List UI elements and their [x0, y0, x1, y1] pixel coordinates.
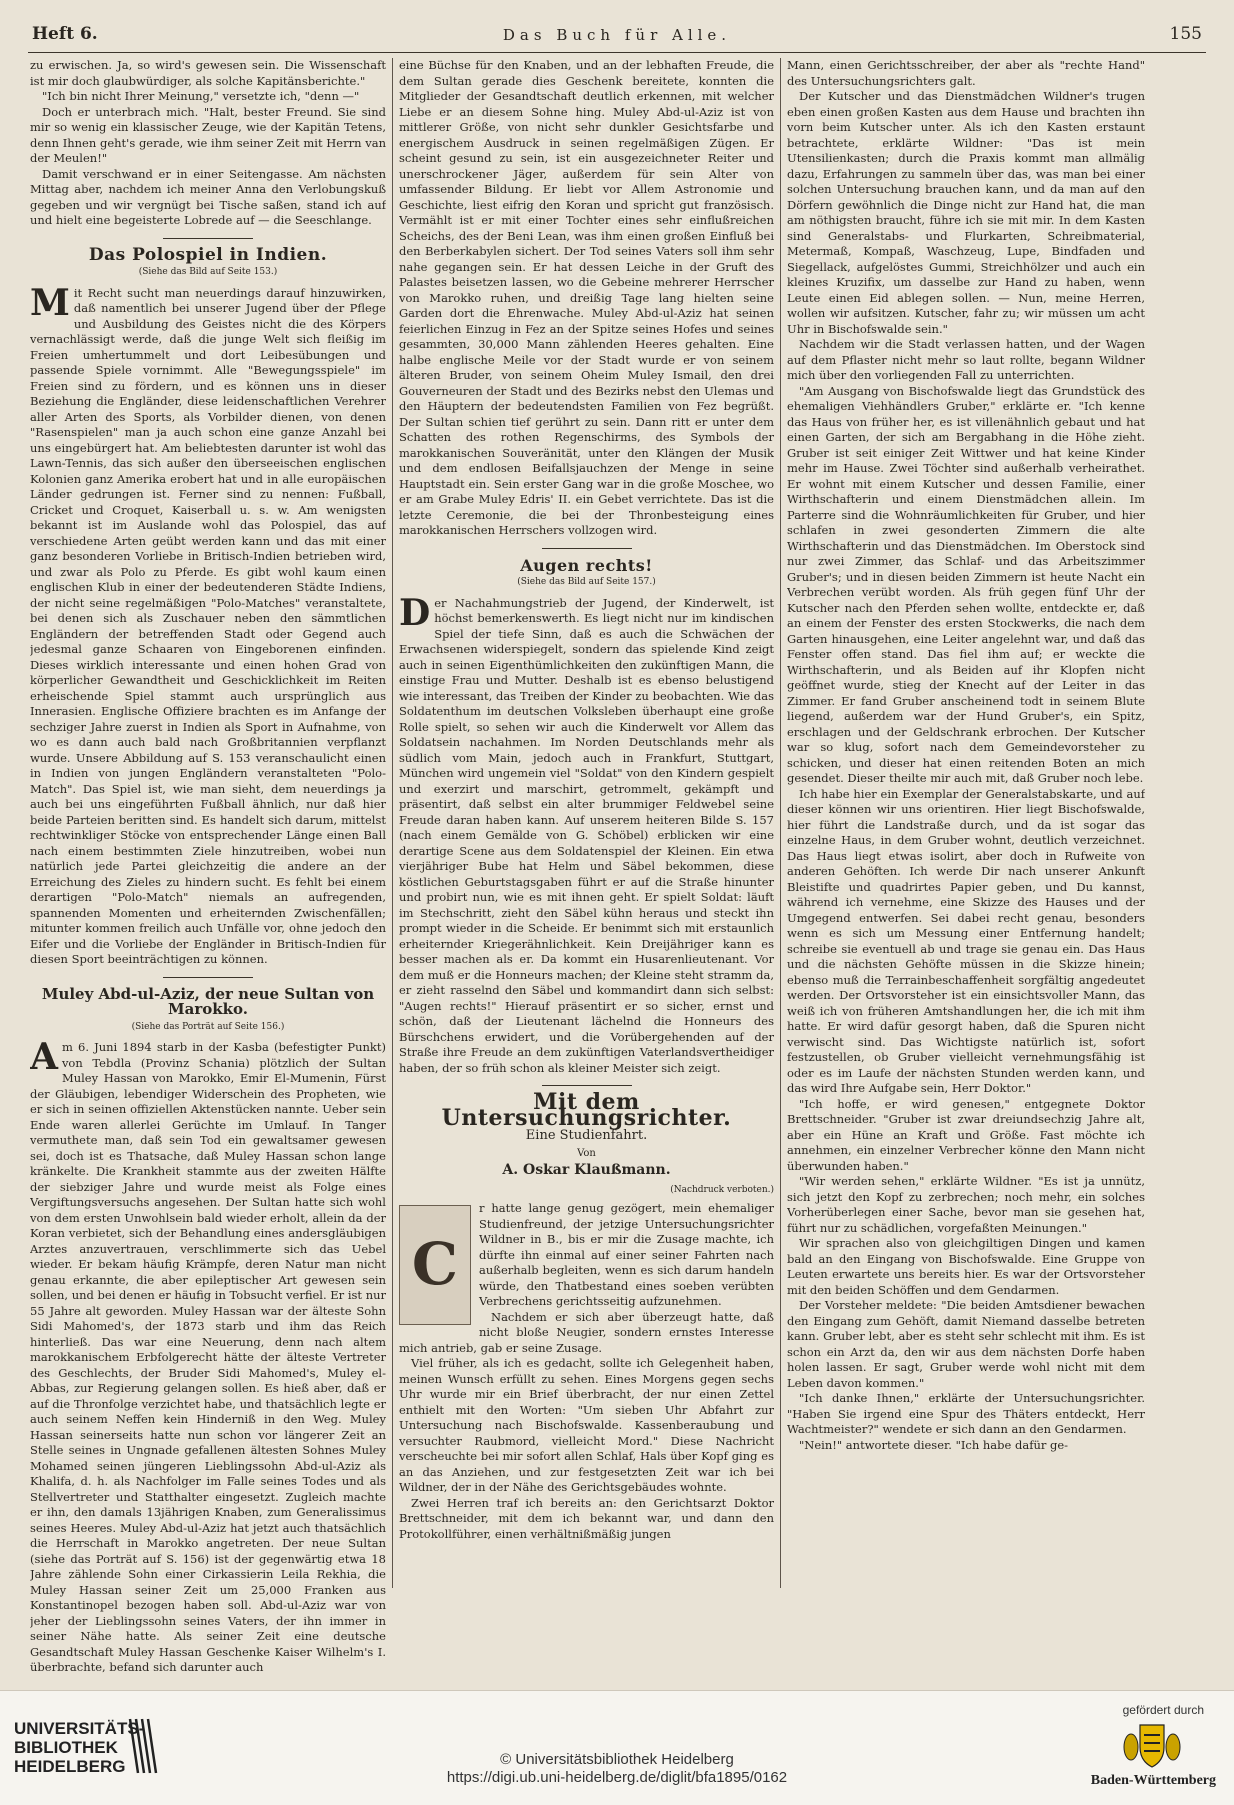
story-author: A. Oskar Klaußmann. — [502, 1162, 671, 1178]
paragraph: "Ich hoffe, er wird genesen," entgegnete Doktor Brettschneider. "Gruber ist zwar dreiundsechzig Jahre alt, aber ein Hüne an Kraft und Größe. Fast möchte ich annehmen, ein einzelner Verbrecher könne den Mann nicht überwunden haben." — [787, 1096, 1145, 1173]
drop-cap: M — [30, 281, 70, 324]
paragraph: Der Nachahmungstrieb der Jugend, der Kinderwelt, ist höchst bemerkenswerth. Es liegt nicht nur im kindischen Spiel der tiefe Sinn, daß es auch die Schwächen der Erwachsenen widerspiegelt, sondern das spielende Kind zeigt auch in seinen Eigenthümlichkeiten den zukünftigen Mann, die einstige Frau und Mutter. Deshalb ist es ebenso belustigend wie interessant, das Treiben der Kinder zu beobachten. Wie das Soldatenthum im deutschen Volksleben überhaupt eine große Rolle spielt, so sehen wir auch die Kinderwelt vor Allem das Soldatsein nachahmen. Im Norden Deutschlands mehr als südlich vom Main, jedoch auch in Frankfurt, Stuttgart, München wird ungemein viel "Soldat" von den Kindern gespielt und exerzirt und marschirt, getrommelt, gekämpft und präsentirt, daß selbst ein alter brummiger Feldwebel seine Freude daran haben kann. Auf unserem heiteren Bilde S. 157 (nach einem Gemälde von G. Schöbel) erblicken wir eine derartige Scene aus dem Soldatenspiel der Kleinen. Ein etwa vierjähriger Bube hat Helm und Säbel bekommen, diese köstlichen Geburtstagsgaben führt er auf die Straße hinunter und probirt nun, wie es mit ihnen geht. Er spielt Soldat: läuft im Stechschritt, zieht den Säbel kühn heraus und steckt ihn prompt wieder in die Scheide. Er benimmt sich mit erstaunlich erheiternder Kriegerähnlichkeit. Kein Dreijähriger kann es besser machen als er. Da kommt ein Husarenlieutenant. Vor dem muß er die Honneurs machen; der Kleine steht stramm da, er zieht rasselnd den Säbel und kommandirt dann sich selbst: "Augen rechts!" Hierauf präsentirt er so sicher, ernst und schön, daß der Lieutenant lächelnd die Honneurs des Bürschchens erwidert, und die Vorübergehenden auf der Straße ihre Freude an dem zukünftigen Vaterlandsvertheidiger haben, der so früh schon als kleiner Meister sich zeigt. — [399, 591, 774, 1075]
paragraph: Ich habe hier ein Exemplar der Generalstabskarte, und auf dieser können wir uns orientiren. Hier liegt Bischofswalde, hier führt die Landstraße durch, und da ist sogar das einzelne Haus, in dem Gruber wohnt, deutlich verzeichnet. Das Haus liegt etwas isolirt, aber doch in Rufweite von anderen Gehöften. Ich werde Dir nach unserer Ankunft Bleistifte und quadrirtes Papier geben, und Du kannst, während ich vernehme, eine Skizze des Hauses und der Umgegend entwerfen. Sei dabei recht genau, besonders wenn es sich um Messung einer Entfernung handelt; schreibe sie eventuell ab und trage sie genau ein. Das Haus und die nächsten Gehöfte müssen in die Skizze hinein; ebenso muß die Terrainbeschaffenheit sorgfältig angedeutet werden. Der Ortsvorsteher ist ein einsichtsvoller Mann, das weiß ich von früheren Amtshandlungen her, die ich mit ihm hatte. Er wird dafür gesorgt haben, daß die Spuren nicht verwischt sind. Das Wichtigste natürlich ist, sofort festzustellen, ob Gruber vielleicht vernehmungsfähig ist oder es im Laufe der nächsten Stunden werden kann, und das wird Ihre Aufgabe sein, Herr Doktor." — [787, 786, 1145, 1095]
paragraph: "Wir werden sehen," erklärte Wildner. "Es ist ja unnütz, sich jetzt den Kopf zu zerbrechen; noch mehr, ein solches Vorherüberlegen einer Sache, bevor man sie gesehen hat, führt nur zu schädlichen, vorgefaßten Meinungen." — [787, 1174, 1145, 1235]
library-logo[interactable]: UNIVERSITÄTS- BIBLIOTHEK HEIDELBERG — [14, 1719, 145, 1776]
story-subtitle: Eine Studienfahrt. — [525, 1128, 648, 1143]
ornamental-initial: C — [399, 1205, 471, 1325]
issue-label: Heft 6. — [32, 24, 98, 44]
paragraph: Mit Recht sucht man neuerdings darauf hinzuwirken, daß namentlich bei unserer Jugend über der Pflege und Ausbildung des Geistes nicht die des Körpers vernachlässigt werde, daß die junge Welt sich fleißig im Freien umhertummelt und dort Leibesübungen und passende Spiele vornimmt. Alle "Bewegungsspiele" im Freien sind zu fördern, und es können uns in dieser Beziehung die Engländer, diese leidenschaftlichen Verehrer aller Arten des Sports, als Vorbilder dienen, von denen "Rasenspielen" man ja auch schon eine ganze Anzahl bei uns eingebürgert hat. Am beliebtesten darunter ist wohl das Lawn-Tennis, das sich außer den überseeischen englischen Kolonien ganz Amerika erobert hat und in alle europäischen Länder gedrungen ist. Ferner sind zu nennen: Fußball, Cricket und Croquet, Kaiserball u. s. w. Am wenigsten bekannt ist im Auslande wohl das Polospiel, das auf verschiedene Arten geübt werden kann und das mit einer ganz besonderen Vorliebe in Britisch-Indien betrieben wird, und zwar als Polo zu Pferde. Es gibt wohl kaum einen englischen Klub in einer der bedeutenderen Städte Indiens, der nicht seine regelmäßigen "Polo-Matches" veranstaltete, bei denen sich als Zuschauer neben den sämmtlichen Engländern der betreffenden Stadt oder Gegend auch jedesmal ganze Schaaren von Eingeborenen einfinden. Dieses wirklich interessante und einen hohen Grad von körperlicher Gewandtheit und Geschicklichkeit im Reiten erheischende Spiel stammt auch ursprünglich aus Innerasien. Englische Offiziere brachten es im Anfange der sechziger Jahre zuerst in Indien als Sport in Aufnahme, von wo es dann auch bald nach Großbritannien verpflanzt wurde. Unsere Abbildung auf S. 153 veranschaulicht einen in Indien von jungen Engländern veranstalteten "Polo-Match". Das Spiel ist, wie man sieht, dem neuerdings ja auch bei uns eingeführten Fußball ähnlich, nur daß hier beide Parteien beritten sind. Es handelt sich darum, mittelst rechtwinkliger Stöcke von entsprechender Länge einen Ball nach einem bestimmten Ziele hinzutreiben, wobei nun natürlich jede Partei gleichzeitig die andere an der Erreichung des Zieles zu hindern sucht. Es fehlt bei einem derartigen "Polo-Match" niemals an aufregenden, spannenden Momenten und erheiternden Zwischenfällen; mitunter kommen freilich auch Unfälle vor, ohne jedoch den Eifer und die Vorliebe der Engländer in Britisch-Indien für diesen Sport beeinträchtigen zu können. — [30, 281, 386, 966]
column-divider — [392, 58, 393, 1588]
byline-prefix: Von — [577, 1147, 596, 1159]
paragraph: Am 6. Juni 1894 starb in der Kasba (befestigter Punkt) von Tebdla (Provinz Schania) plötzlich der Sultan Muley Hassan von Marokko, Emir El-Mumenin, Fürst der Gläubigen, lebendiger Widerschein des Propheten, wie er sich in seinen offiziellen Aktenstücken nannte. Ueber sein Ende waren allerlei Gerüchte im Umlauf. In Tanger vermuthete man, daß sein Tod ein gewaltsamer gewesen sei, doch ist es Thatsache, daß Muley Hassan schon lange kränkelte. Die Krankheit stammte aus der zweiten Hälfte der siebziger Jahre und wurde meist als Folge eines Vergiftungsversuchs angesehen. Der Sultan hatte sich wohl von dem ersten Unwohlsein bald wieder erholt, allein da der Koran verbietet, sich der Behandlung eines andersgläubigen Arztes anzuvertrauen, verschlimmerte sich das Uebel wieder. Er bekam häufig Krämpfe, deren Natur man nicht genau erkannte, die aber epileptischer Art gewesen sein sollen, und bei denen er häufig in Tobsucht verfiel. Er ist nur 55 Jahre alt geworden. Muley Hassan war der älteste Sohn Sidi Mahomed's, der 1873 starb und ihm das Reich hinterließ. Das war eine Neuerung, denn nach altem marokkanischem Erbfolgerecht hätte der älteste Vertreter des Geschlechts, der Bruder Sidi Mahomed's, Muley el-Abbas, zur Regierung gelangen sollen. Es hieß aber, daß er auf die Thronfolge verzichtet habe, und thatsächlich legte er auch seinem Neffen kein Hinderniß in den Weg. Muley Hassan seinerseits hatte nun schon vor längerer Zeit an Stelle seines in Ungnade gefallenen ältesten Sohnes Muley Mohamed seinen jüngeren Lieblingssohn Abd-ul-Aziz als Khalifa, d. h. als Nachfolger im Falle seines Todes und als Stellvertreter und Statthalter eingesetzt. Zugleich machte er ihn, den damals 13jährigen Knaben, zum Generalissimus seines Heeres. Muley Abd-ul-Aziz hat jetzt auch thatsächlich die Herrschaft in Marokko angetreten. Der neue Sultan (siehe das Porträt auf S. 156) ist der gegenwärtig etwa 18 Jahre zählende Sohn einer Cirkassierin Leila Rekhia, die Muley Hassan seiner Zeit um 25,000 Franken aus Konstantinopel bezogen haben soll. Abd-ul-Aziz war von jeher der Lieblingssohn seines Vaters, der ihn immer in seiner Nähe hatte. Als seiner Zeit eine deutsche Gesandtschaft Muley Hassan Geschenke Kaiser Wilhelm's I. überbrachte, befand sich darunter auch — [30, 1036, 386, 1674]
paragraph: eine Büchse für den Knaben, und an der lebhaften Freude, die dem Sultan gerade dies Geschenk bereitete, konnten die Mitglieder der Gesandtschaft deutlich erkennen, mit welcher Liebe er an diesem Sohne hing. Muley Abd-ul-Aziz ist von mittlerer Größe, von nicht sehr dunkler Gesichtsfarbe und energischem Ausdruck in seinen regelmäßigen Zügen. Er scheint gesund zu sein, ist ein ausgezeichneter Reiter und unerschrockener Jäger, außerdem für sein Alter von umfassender Bildung. Er liebt vor Allem Astronomie und Geschichte, liest eifrig den Koran und spricht gut französisch. Vermählt ist er mit einer Tochter eines sehr einflußreichen Scheichs, des der Beni Lean, was ihm einen großen Einfluß bei den Berberkabylen sichert. Der Tod seines Vaters soll ihm sehr nahe gegangen sein. Er hat dessen Leiche in der Gruft des Palastes beisetzen lassen, wo die Gebeine mehrerer Herrscher von Marokko ruhen, und dreißig Tage lang hielten seine Garden dort die Ehrenwache. Muley Abd-ul-Aziz hat seinen feierlichen Einzug in Fez an der Spitze seines Hofes und seines gesammten, 30,000 Mann zählenden Heeres gehalten. Eine halbe englische Meile vor der Stadt wurde er von seinem älteren Bruder, von seinem Oheim Muley Ismail, den drei Gouverneuren der Stadt und des Bezirks nebst den Ulemas und den Häuptern der bedeutendsten Familien von Fez begrüßt. Der Sultan schien tief gerührt zu sein. Dann ritt er unter dem Schatten des rothen Regenschirms, des Symbols der marokkanischen Souveränität, unter den Klängen der Musik und dem endlosen Beifallsjauchzen der Menge in seine Hauptstadt ein. Sein erster Gang war in die große Moschee, wo er am Grabe Muley Edris' II. ein Gebet verrichtete. Das ist die letzte Ceremonie, die bei der Thronbesteigung eines marokkanischen Herrschers vollzogen wird. — [399, 58, 774, 537]
library-footer — [0, 1690, 1234, 1805]
column-3 — [787, 58, 1145, 1683]
paragraph: Der Kutscher und das Dienstmädchen Wildner's trugen eben einen großen Kasten aus dem Hause und brachten ihn vorn beim Kutscher unter. Als ich den Kasten erstaunt betrachtete, erklärte Wildner: "Das ist mein Utensilienkasten; durch die Praxis kommt man allmälig dazu, Erfahrungen zu sammeln über das, was man bei einer solchen Untersuchung brauchen kann, und da man auf den Dörfern gewöhnlich die Dinge nicht zur Hand hat, die man am nöthigsten braucht, führe ich sie mit mir. In dem Kasten sind Generalstabs- und Flurkarten, Schreibmaterial, Metermaß, Kompaß, Waschzeug, Lupe, Bindfaden und Siegellack, aufgelöstes Gummi, Streichhölzer und auch ein kleines Kruzifix, um dasselbe zur Hand zu haben, wenn Leute einen Eid ablegen sollen. — Nun, meine Herren, wollen wir aufsitzen. Kutscher, fahr zu; wir müssen um acht Uhr in Bischofswalde sein." — [787, 89, 1145, 336]
paragraph: Der Vorsteher meldete: "Die beiden Amtsdiener bewachen den Eingang zum Gehöft, damit Niemand dasselbe betreten kann. Gruber lebt, aber es steht sehr schlecht mit ihm. Es ist schon ein Arzt da, den wir aus dem nächsten Dorfe haben holen lassen. Er sagt, Gruber werde wohl nicht mit dem Leben davon kommen." — [787, 1298, 1145, 1390]
article-caption: (Siehe das Bild auf Seite 157.) — [517, 577, 656, 587]
paragraph: Wir sprachen also von gleichgiltigen Dingen und kamen bald an den Eingang von Bischofswalde. Eine Gruppe von Leuten erwartete uns bereits hier. Es war der Ortsvorsteher mit den beiden Schöffen und dem Gendarmen. — [787, 1236, 1145, 1297]
paragraph: Mann, einen Gerichtsschreiber, der aber als "rechte Hand" des Untersuchungsrichters galt. — [787, 58, 1145, 88]
copyright-text: © Universitätsbibliothek Heidelberg — [500, 1751, 734, 1768]
page-header — [28, 22, 1206, 53]
paragraph: Zwei Herren traf ich bereits an: den Gerichtsarzt Doktor Brettschneider, mit dem ich bekannt war, und dann den Protokollführer, einen verhältnißmäßig jungen — [399, 1495, 774, 1541]
article-title-polo: Das Polospiel in Indien. — [88, 244, 328, 265]
article-caption: (Siehe das Porträt auf Seite 156.) — [131, 1021, 285, 1032]
section-separator — [542, 1085, 632, 1086]
drop-cap: A — [30, 1036, 58, 1078]
reprint-note: (Nachdruck verboten.) — [670, 1184, 774, 1195]
section-separator — [163, 238, 253, 239]
story-title: Mit dem Untersuchungsrichter. — [441, 1089, 732, 1131]
sponsor-label: gefördert durch — [1122, 1703, 1204, 1717]
doi-link[interactable]: https://digi.ub.uni-heidelberg.de/diglit/bfa1895/0162 — [446, 1769, 788, 1786]
paragraph: Viel früher, als ich es gedacht, sollte ich Gelegenheit haben, meinen Wunsch erfüllt zu sehen. Eines Morgens gegen sechs Uhr wurde mir ein Brief überbracht, der nur einen Zettel enthielt mit den Worten: "Um sieben Uhr Abfahrt zur Untersuchung nach Bischofswalde. Kassenberaubung und versuchter Raubmord, vielleicht Mord." Diese Nachricht verscheuchte bei mir sofort allen Schlaf, Hals über Kopf ging es an das Anziehen, und zur festgesetzten Zeit war ich bei Wildner, der in der Nähe des Gerichtsgebäudes wohnte. — [399, 1356, 774, 1494]
paragraph: "Am Ausgang von Bischofswalde liegt das Grundstück des ehemaligen Viehhändlers Gruber," erklärte er. "Ich kenne das Haus von früher her, es ist villenähnlich gebaut und hat einen Garten, der sich am Bergabhang in die Höhe zieht. Gruber ist seit einiger Zeit Wittwer und hat keine Kinder mehr im Hause. Zwei Töchter sind außerhalb verheirathet. Er wohnt mit einem Kutscher und dessen Familie, einer Wirthschafterin und einem Dienstmädchen allein. Im Parterre sind die Wohnräumlichkeiten für Gruber, und hier schlafen in zwei gesonderten Zimmern die alte Wirthschafterin und das Dienstmädchen. Im Oberstock sind nur zwei Zimmer, das Schlaf- und das Arbeitszimmer Gruber's; und in diesen beiden Zimmern ist heute Nacht ein Verbrechen verübt worden. Als früh gegen fünf Uhr der Kutscher nach den Pferden sehen wollte, entdeckte er, daß an einem der Fenster des ersten Stockwerks, die nach dem Garten hinausgehen, eine Leiter angelehnt war, und daß das Fenster offen stand. Das fiel ihm auf; er weckte die Wirthschafterin, und als Beiden auf ihr Klopfen nicht geöffnet wurde, stieg der Knecht auf der Leiter in das Zimmer. Er fand Gruber anscheinend todt in seinem Blute liegend, außerdem war der Hund Gruber's, ein Spitz, erschlagen und der Geldschrank erbrochen. Der Kutscher war so klug, sofort nach dem Gemeindevorsteher zu schicken, und dieser hat einen reitenden Boten an mich gesendet. Dieser theilte mir auch mit, daß Gruber noch lebe. — [787, 383, 1145, 785]
coat-of-arms-icon — [1122, 1721, 1182, 1769]
article-title-augen: Augen rechts! — [520, 555, 653, 575]
paragraph: "Ich danke Ihnen," erklärte der Untersuchungsrichter. "Haben Sie irgend eine Spur des Thäters entdeckt, Herr Wachtmeister?" wendete er sich dann an den Gendarmen. — [787, 1391, 1145, 1436]
article-title-sultan: Muley Abd-ul-Aziz, der neue Sultan von Marokko. — [41, 984, 375, 1018]
section-separator — [542, 548, 632, 549]
paragraph: "Ich bin nicht Ihrer Meinung," versetzte ich, "denn —" — [42, 89, 360, 103]
sponsor-name: Baden-Württemberg — [1090, 1773, 1216, 1788]
paragraph: "Nein!" antwortete dieser. "Ich habe dafür ge- — [799, 1437, 1069, 1452]
column-1 — [30, 58, 386, 1683]
paragraph: Nachdem er sich aber überzeugt hatte, daß nicht bloße Neugier, sondern ernstes Interesse mich antrieb, gab er seine Zusage. — [399, 1309, 774, 1355]
paragraph: r hatte lange genug gezögert, mein ehemaliger Studienfreund, der jetzige Untersuchungsrichter Wildner in B., bis er mir die Zusage machte, ich dürfte ihn einmal auf einer seiner Fahrten nach außerhalb begleiten, wenn es sich darum handeln würde, den Thatbestand eines soeben verübten Verbrechens gerichtsseitig aufzunehmen. — [479, 1201, 774, 1308]
column-divider — [780, 58, 781, 1588]
column-2 — [399, 58, 774, 1683]
article-caption: (Siehe das Bild auf Seite 153.) — [138, 267, 278, 277]
section-separator — [163, 977, 253, 978]
drop-cap: D — [399, 591, 431, 634]
page-number: 155 — [1169, 24, 1202, 44]
paragraph: Damit verschwand er in einer Seitengasse. Am nächsten Mittag aber, nachdem ich meiner Anna den Verlobungskuß gegeben und wir vergnügt bei Tische saßen, stand ich auf und hielt eine begeisterte Lobrede auf — die Seeschlange. — [30, 166, 386, 227]
journal-title: Das Buch für Alle. — [502, 26, 732, 44]
paragraph: Nachdem wir die Stadt verlassen hatten, und der Wagen auf dem Pflaster nicht mehr so laut rollte, begann Wildner mich über den vorliegenden Fall zu unterrichten. — [787, 337, 1145, 382]
paragraph: Doch er unterbrach mich. "Halt, bester Freund. Sie sind mir so wenig ein klassischer Zeuge, wie der Kapitän Tetens, denn Ihnen geht's gerade, wie ihm seiner Zeit mit Herrn van der Meulen!" — [30, 104, 386, 165]
paragraph: zu erwischen. Ja, so wird's gewesen sein. Die Wissenschaft ist mir doch glaubwürdiger, als solche Kapitänsberichte." — [30, 58, 386, 88]
